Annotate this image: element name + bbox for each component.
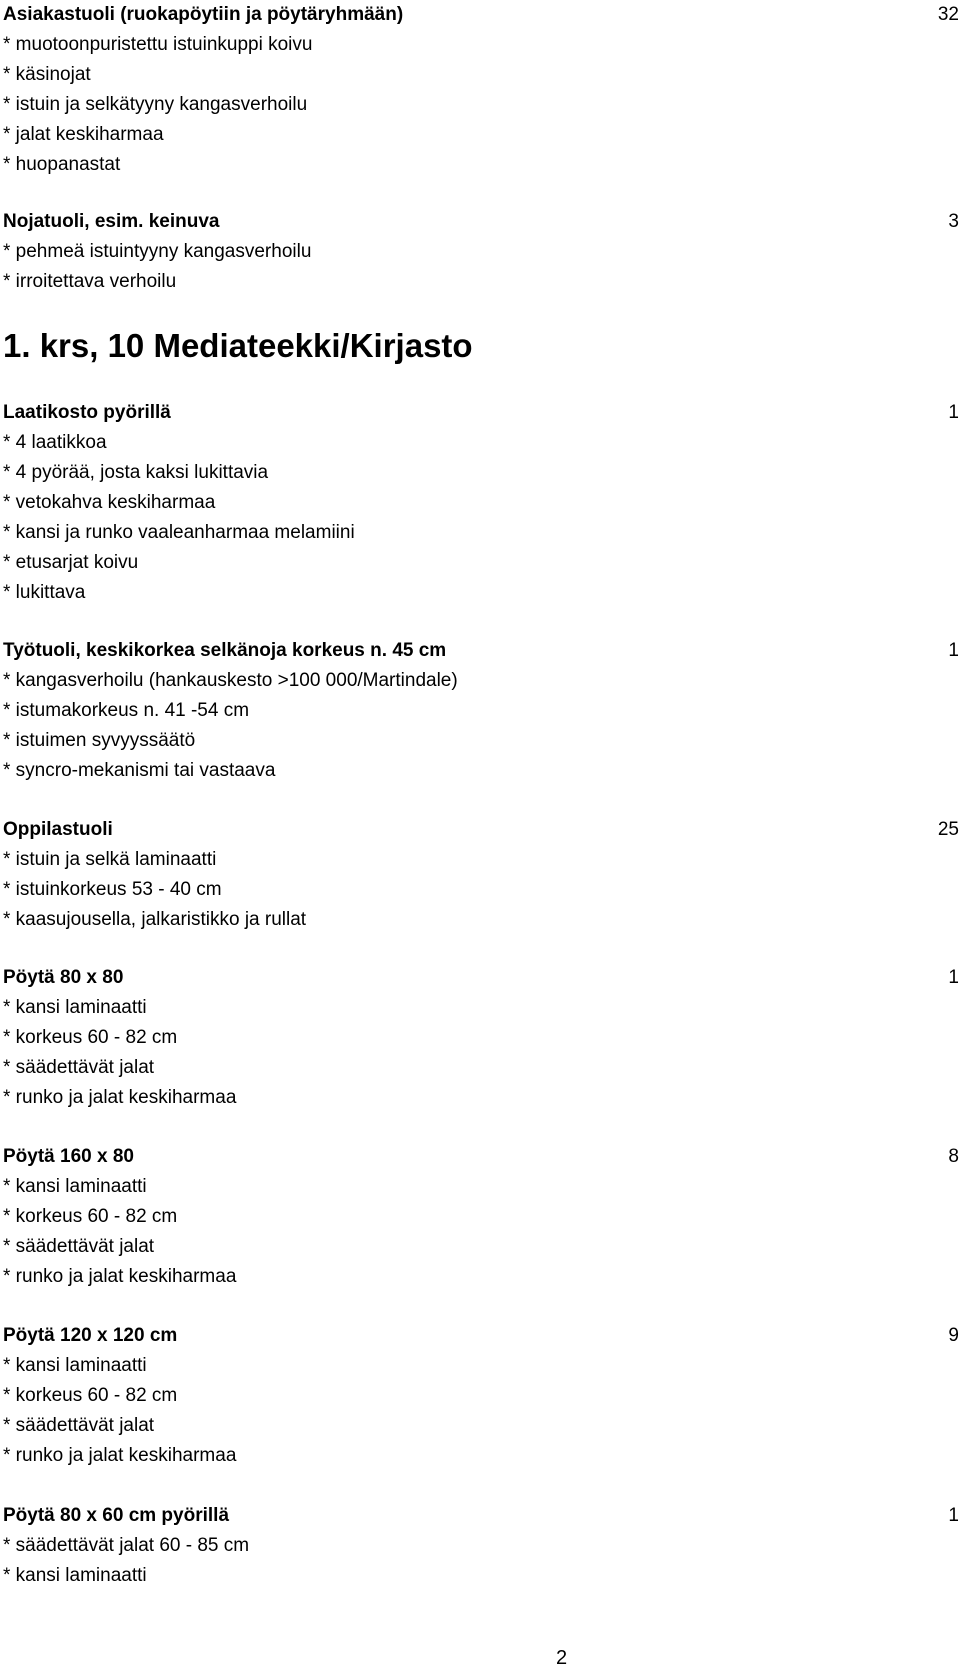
spec-line: * 4 pyörää, josta kaksi lukittavia: [3, 462, 269, 483]
spec-line: * kansi laminaatti: [3, 1176, 147, 1197]
spec-line: * korkeus 60 - 82 cm: [3, 1385, 178, 1406]
item-block-tyotuoli: [3, 636, 959, 786]
spec-line: * säädettävät jalat: [3, 1057, 155, 1078]
spec-line: * istuimen syvyyssäätö: [3, 730, 196, 751]
item-title: Pöytä 160 x 80: [3, 1146, 134, 1167]
item-header: [3, 815, 959, 845]
item-quantity: 1: [948, 402, 959, 423]
section-heading: 1. krs, 10 Mediateekki/Kirjasto: [3, 327, 473, 364]
spec-line: * runko ja jalat keskiharmaa: [3, 1087, 237, 1108]
spec-line: * istuin ja selkätyyny kangasverhoilu: [3, 94, 308, 115]
item-block-nojatuoli: [3, 207, 959, 297]
spec-line: * muotoonpuristettu istuinkuppi koivu: [3, 34, 313, 55]
item-block-poyta-120x120: [3, 1321, 959, 1471]
item-title: Työtuoli, keskikorkea selkänoja korkeus n. 45 cm: [3, 640, 447, 661]
item-title: Oppilastuoli: [3, 819, 113, 840]
spec-line: * säädettävät jalat 60 - 85 cm: [3, 1535, 250, 1556]
item-header: [3, 207, 959, 237]
spec-line: * korkeus 60 - 82 cm: [3, 1206, 178, 1227]
item-title: Laatikosto pyörillä: [3, 402, 171, 423]
spec-line: * pehmeä istuintyyny kangasverhoilu: [3, 241, 312, 262]
spec-line: * 4 laatikkoa: [3, 432, 107, 453]
item-header: [3, 0, 959, 30]
spec-line: * istumakorkeus n. 41 -54 cm: [3, 700, 250, 721]
item-block-poyta-160x80: [3, 1142, 959, 1292]
item-header: [3, 963, 959, 993]
spec-line: * lukittava: [3, 582, 86, 603]
item-title: Pöytä 80 x 60 cm pyörillä: [3, 1505, 230, 1526]
spec-line: * kansi laminaatti: [3, 1565, 147, 1586]
item-quantity: 9: [948, 1325, 959, 1346]
spec-line: * kangasverhoilu (hankauskesto >100 000/Martindale): [3, 670, 458, 691]
spec-line: * istuin ja selkä laminaatti: [3, 849, 217, 870]
item-quantity: 1: [948, 1505, 959, 1526]
item-block-poyta-80x60: [3, 1501, 959, 1591]
spec-line: * kansi laminaatti: [3, 997, 147, 1018]
spec-line: * huopanastat: [3, 154, 121, 175]
spec-line: * säädettävät jalat: [3, 1236, 155, 1257]
spec-line: * syncro-mekanismi tai vastaava: [3, 760, 276, 781]
item-quantity: 3: [948, 211, 959, 232]
item-title: Nojatuoli, esim. keinuva: [3, 211, 220, 232]
spec-line: * kaasujousella, jalkaristikko ja rullat: [3, 909, 307, 930]
item-block-asiakastuoli: [3, 0, 959, 180]
item-header: [3, 636, 959, 666]
spec-line: * kansi ja runko vaaleanharmaa melamiini: [3, 522, 355, 543]
spec-line: * käsinojat: [3, 64, 91, 85]
spec-line: * kansi laminaatti: [3, 1355, 147, 1376]
item-block-poyta-80x80: [3, 963, 959, 1113]
item-header: [3, 1142, 959, 1172]
item-quantity: 1: [948, 640, 959, 661]
item-quantity: 25: [937, 819, 959, 840]
item-quantity: 1: [948, 967, 959, 988]
item-block-oppilastuoli: [3, 815, 959, 935]
item-title: Pöytä 120 x 120 cm: [3, 1325, 178, 1346]
item-header: [3, 398, 959, 428]
spec-line: * runko ja jalat keskiharmaa: [3, 1266, 237, 1287]
item-header: [3, 1501, 959, 1531]
spec-line: * säädettävät jalat: [3, 1415, 155, 1436]
spec-line: * runko ja jalat keskiharmaa: [3, 1445, 237, 1466]
spec-line: * istuinkorkeus 53 - 40 cm: [3, 879, 222, 900]
spec-line: * etusarjat koivu: [3, 552, 139, 573]
item-title: Pöytä 80 x 80: [3, 967, 124, 988]
spec-line: * vetokahva keskiharmaa: [3, 492, 216, 513]
spec-line: * irroitettava verhoilu: [3, 271, 177, 292]
spec-line: * korkeus 60 - 82 cm: [3, 1027, 178, 1048]
item-quantity: 32: [937, 4, 959, 25]
item-quantity: 8: [948, 1146, 959, 1167]
item-header: [3, 1321, 959, 1351]
page-number: 2: [556, 1647, 568, 1669]
item-block-laatikosto: [3, 398, 959, 608]
spec-line: * jalat keskiharmaa: [3, 124, 164, 145]
item-title: Asiakastuoli (ruokapöytiin ja pöytäryhmään): [3, 4, 404, 25]
